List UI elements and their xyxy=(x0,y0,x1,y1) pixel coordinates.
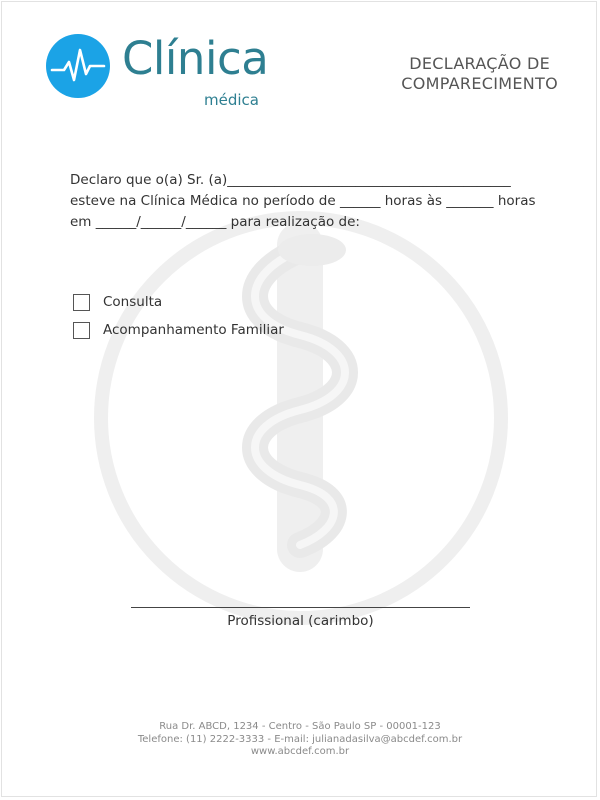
declaration-line-1: Declaro que o(a) Sr. (a)__________________________________________ xyxy=(70,172,511,188)
acompanhamento-checkbox[interactable] xyxy=(73,322,90,339)
footer-address: Rua Dr. ABCD, 1234 - Centro - São Paulo SP - 00001-123 xyxy=(159,721,441,732)
option-acompanhamento[interactable] xyxy=(73,316,284,344)
title-line-1: DECLARAÇÃO DE xyxy=(409,54,551,73)
declaration-text xyxy=(70,170,540,233)
logo-subtitle: médica xyxy=(204,91,259,109)
option-consulta[interactable] xyxy=(73,288,284,316)
option-label: Consulta xyxy=(103,294,163,310)
procedure-options xyxy=(73,288,284,344)
title-line-2: COMPARECIMENTO xyxy=(401,74,558,93)
clinic-logo xyxy=(46,34,286,114)
signature-line xyxy=(131,607,470,608)
footer-website: www.abcdef.com.br xyxy=(250,746,350,757)
signature-label: Profissional (carimbo) xyxy=(227,613,374,629)
footer-contact: Telefone: (11) 2222-3333 - E-mail: julianadasilva@abcdef.com.br xyxy=(137,733,463,745)
option-label: Acompanhamento Familiar xyxy=(103,322,284,338)
footer xyxy=(0,721,600,759)
declaration-line-3: em ______/______/______ para realização de: xyxy=(70,214,360,230)
heartbeat-icon xyxy=(46,34,110,98)
declaration-line-2: esteve na Clínica Médica no período de ______ horas às _______ horas xyxy=(70,193,536,209)
document-title xyxy=(401,54,558,94)
consulta-checkbox[interactable] xyxy=(73,294,90,311)
logo-brand: Clínica xyxy=(122,32,269,85)
